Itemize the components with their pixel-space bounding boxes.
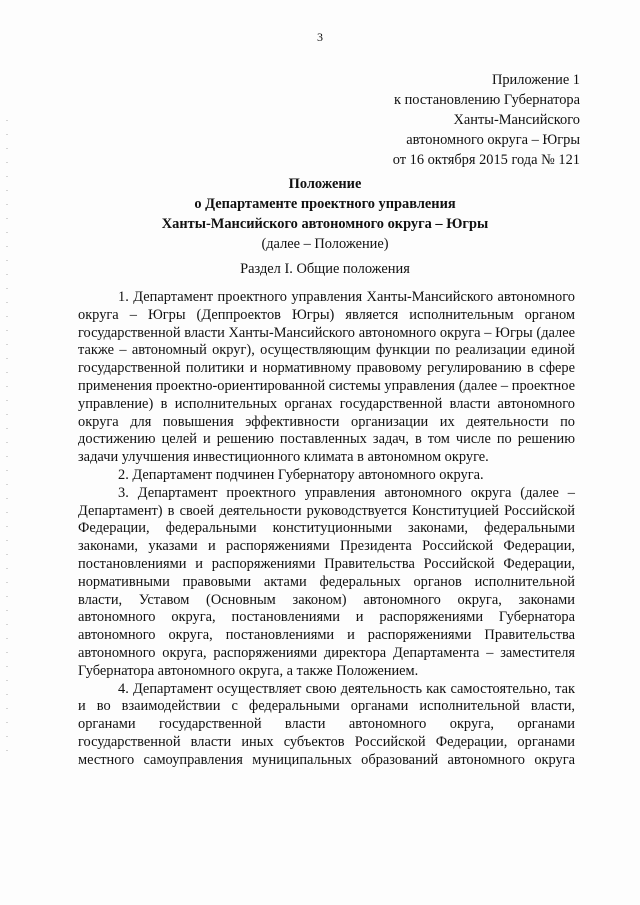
section-heading: Раздел I. Общие положения: [240, 261, 410, 277]
title-line-1: Положение: [288, 176, 362, 192]
title-line-3: Ханты-Мансийского автономного округа – Югры: [161, 216, 489, 232]
paragraph-3: 3. Департамент проектного управления автономного округа (далее – Департамент) в своей деятельности руководствуется Конституцией Российской Федерации, федеральными конституционными законами, федеральными законами, указами и распоряжениями Президента Российской Федерации, постановлениями и распоряжениями Правительства Российской Федерации, нормативными правовыми актами федеральных органов исполнительной власти, Уставом (Основным законом) автономного округа, законами автономного округа, постановлениями и распоряжениями Губернатора автономного округа, постановлениями и распоряжениями Правительства автономного округа, распоряжениями директора Департамента – заместителя Губернатора автономного округа, а также Положением.: [78, 484, 575, 679]
appendix-line-3: Ханты-Мансийского: [453, 112, 580, 128]
appendix-line-4: автономного округа – Югры: [406, 132, 580, 148]
appendix-line-2: к постановлению Губернатора: [394, 92, 580, 108]
paragraph-2: 2. Департамент подчинен Губернатору автономного округа.: [118, 466, 484, 483]
page-number: 3: [317, 30, 323, 44]
appendix-line-1: Приложение 1: [491, 72, 580, 88]
title-line-4: (далее – Положение): [261, 236, 389, 252]
appendix-line-5: от 16 октября 2015 года № 121: [392, 152, 580, 168]
paragraph-4: 4. Департамент осуществляет свою деятельность как самостоятельно, так и во взаимодействии с федеральными органами исполнительной власти, органами государственной власти автономного округа, органами государственной власти иных субъектов Российской Федерации, органами местного самоуправления муниципальных образований автономного округа: [78, 680, 575, 768]
document-body: [78, 289, 575, 770]
scan-margin-artifact: [6, 120, 8, 760]
document-title: [70, 174, 580, 254]
appendix-header: [393, 70, 580, 170]
paragraph-1: 1. Департамент проектного управления Ханты-Мансийского автономного округа – Югры (Деппроектов Югры) является исполнительным органом государственной власти Ханты-Мансийского автономного округа – Югры (далее также – автономный округ), осуществляющим функции по реализации единой государственной политики и нормативному правовому регулированию в сфере применения проектно-ориентированной системы управления (далее – проектное управление) в исполнительных органах государственной власти автономного округа для повышения эффективности организации их деятельности по достижению целей и решению поставленных задач, в том числе по решению задачи улучшения инвестиционного климата в автономном округе.: [78, 289, 575, 466]
title-line-2: о Департаменте проектного управления: [194, 196, 456, 212]
